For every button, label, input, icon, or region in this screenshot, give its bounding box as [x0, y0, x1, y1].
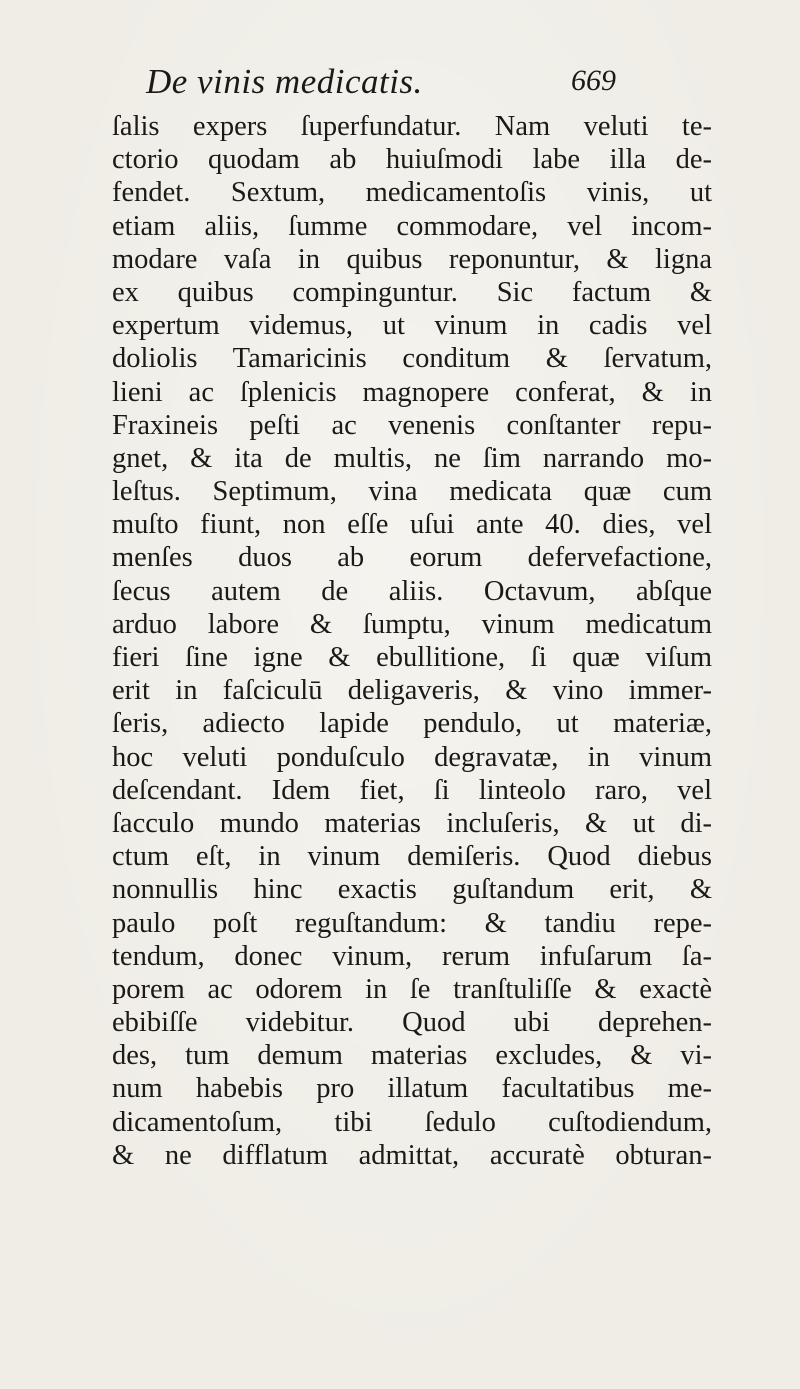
text-line: ctum eſt, in vinum demiſeris. Quod diebus [112, 841, 712, 873]
text-line: Fraxineis peſti ac venenis conſtanter repu- [112, 409, 712, 441]
text-line: des, tum demum materias excludes, & vi- [112, 1040, 712, 1072]
body-text [112, 110, 712, 1172]
text-line: num habebis pro illatum facultatibus me- [112, 1073, 712, 1105]
text-line: ctorio quodam ab huiuſmodi labe illa de- [112, 144, 712, 176]
text-line: nonnullis hinc exactis guſtandum erit, & [112, 874, 712, 906]
running-head [146, 62, 616, 106]
text-line: ex quibus compinguntur. Sic factum & [112, 276, 712, 308]
text-line: paulo poſt reguſtandum: & tandiu repe- [112, 907, 712, 939]
text-line: lieni ac ſplenicis magnopere conferat, & in [112, 376, 712, 408]
text-line: fendet. Sextum, medicamentoſis vinis, ut [112, 177, 712, 209]
running-title: De vinis medicatis. [146, 62, 423, 101]
text-line: leſtus. Septimum, vina medicata quæ cum [112, 476, 712, 508]
text-line: fieri ſine igne & ebullitione, ſi quæ viſum [112, 642, 712, 673]
text-line: etiam aliis, ſumme commodare, vel incom- [112, 210, 712, 242]
text-line: ſacculo mundo materias incluſeris, & ut di- [112, 807, 712, 839]
text-line: erit in faſciculū deligaveris, & vino immer- [112, 675, 712, 707]
text-line: ebibiſſe videbitur. Quod ubi deprehen- [112, 1007, 712, 1039]
text-line: deſcendant. Idem fiet, ſi linteolo raro, vel [112, 774, 712, 806]
text-line: ſeris, adiecto lapide pendulo, ut materiæ, [112, 708, 712, 740]
text-line: ſecus autem de aliis. Octavum, abſque [112, 575, 712, 607]
text-line: ſalis expers ſuperfundatur. Nam veluti te- [112, 111, 712, 142]
text-line: tendum, donec vinum, rerum infuſarum ſa- [112, 940, 712, 972]
page-number: 669 [571, 64, 616, 97]
text-line: dicamentoſum, tibi ſedulo cuſtodiendum, [112, 1106, 712, 1138]
text-line: gnet, & ita de multis, ne ſim narrando mo- [112, 442, 712, 474]
text-line: muſto fiunt, non eſſe uſui ante 40. dies, vel [112, 509, 712, 541]
text-line: hoc veluti ponduſculo degravatæ, in vinum [112, 741, 712, 773]
text-line: expertum videmus, ut vinum in cadis vel [112, 310, 712, 342]
text-line: porem ac odorem in ſe tranſtuliſſe & exactè [112, 973, 712, 1005]
text-line: menſes duos ab eorum defervefactione, [112, 542, 712, 574]
text-line: modare vaſa in quibus reponuntur, & ligna [112, 243, 712, 275]
text-line: arduo labore & ſumptu, vinum medicatum [112, 608, 712, 640]
text-line: & ne difflatum admittat, accuratè obturan- [112, 1139, 712, 1171]
text-line: doliolis Tamaricinis conditum & ſervatum, [112, 343, 712, 375]
